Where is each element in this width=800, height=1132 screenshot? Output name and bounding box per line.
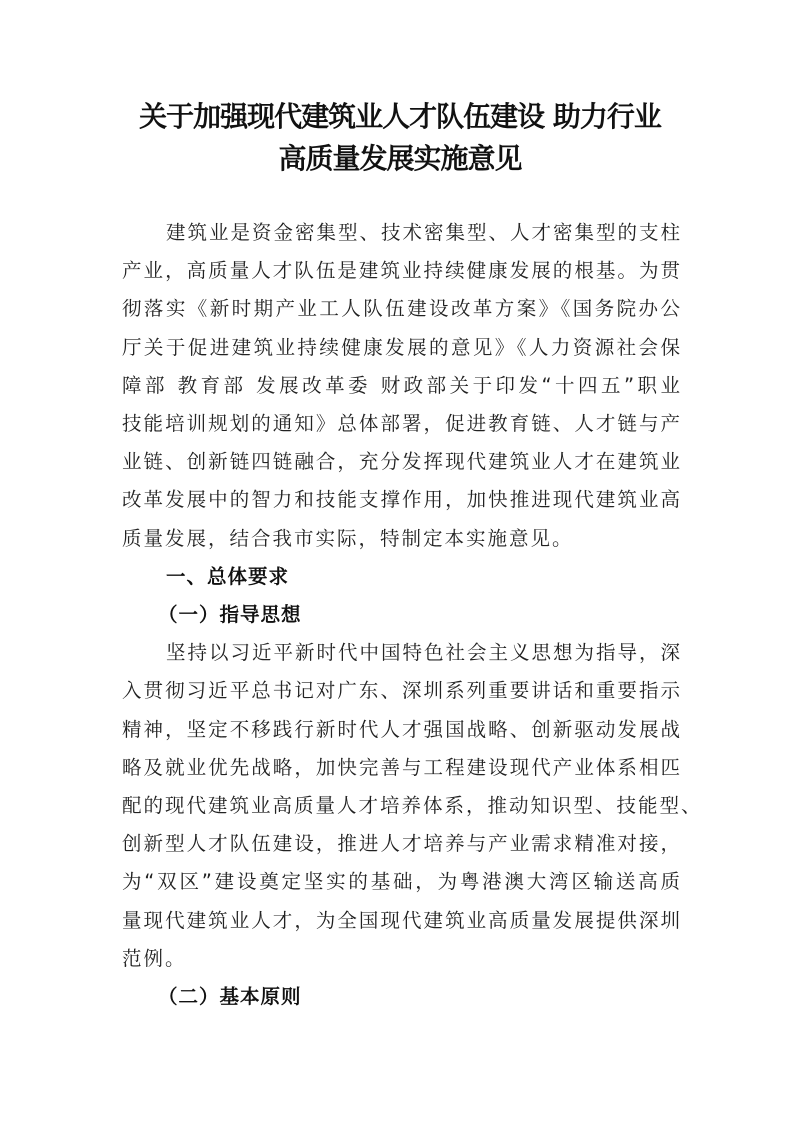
subsection-heading-basic-principles: （二）基本原则 bbox=[158, 985, 302, 1009]
paragraph-line: 范例。 bbox=[122, 946, 187, 970]
document-title bbox=[100, 96, 700, 180]
paragraph-line: 略及就业优先战略，加快完善与工程建设现代产业体系相匹 bbox=[122, 755, 682, 779]
paragraph-line: 入贯彻习近平总书记对广东、深圳系列重要讲话和重要指示 bbox=[122, 679, 682, 703]
paragraph-line: 配的现代建筑业高质量人才培养体系，推动知识型、技能型、 bbox=[122, 794, 703, 818]
paragraph-line: 坚持以习近平新时代中国特色社会主义思想为指导，深 bbox=[166, 641, 683, 665]
paragraph-line: 精神，坚定不移践行新时代人才强国战略、创新驱动发展战 bbox=[122, 717, 682, 741]
paragraph-line: 建筑业是资金密集型、技术密集型、人才密集型的支柱 bbox=[166, 221, 683, 244]
paragraph-line: 改革发展中的智力和技能支撑作用，加快推进现代建筑业高 bbox=[122, 488, 682, 512]
paragraph-line: 技能培训规划的通知》总体部署，促进教育链、人才链与产 bbox=[122, 412, 682, 436]
title-line-2: 高质量发展实施意见 bbox=[278, 142, 522, 175]
paragraph-line: 产业，高质量人才队伍是建筑业持续健康发展的根基。为贯 bbox=[122, 259, 682, 283]
subsection-heading-guiding-ideology: （一）指导思想 bbox=[158, 603, 302, 627]
document-body bbox=[122, 214, 703, 1016]
paragraph-line: 为“双区”建设奠定坚实的基础，为粤港澳大湾区输送高质 bbox=[122, 870, 682, 894]
guiding-ideology-paragraph bbox=[122, 634, 703, 978]
paragraph-line: 业链、创新链四链融合，充分发挥现代建筑业人才在建筑业 bbox=[122, 450, 682, 474]
title-line-1: 关于加强现代建筑业人才队伍建设 助力行业 bbox=[139, 100, 661, 133]
paragraph-line: 厅关于促进建筑业持续健康发展的意见》《人力资源社会保 bbox=[122, 335, 682, 359]
paragraph-line: 彻落实《新时期产业工人队伍建设改革方案》《国务院办公 bbox=[122, 297, 682, 321]
paragraph-line: 质量发展，结合我市实际，特制定本实施意见。 bbox=[122, 526, 574, 550]
intro-paragraph bbox=[122, 214, 682, 558]
paragraph-line: 量现代建筑业人才，为全国现代建筑业高质量发展提供深圳 bbox=[122, 908, 682, 932]
paragraph-line: 创新型人才队伍建设，推进人才培养与产业需求精准对接， bbox=[122, 832, 682, 856]
paragraph-line: 障部 教育部 发展改革委 财政部关于印发“十四五”职业 bbox=[122, 373, 682, 397]
section-heading-general-requirements: 一、总体要求 bbox=[166, 564, 290, 588]
